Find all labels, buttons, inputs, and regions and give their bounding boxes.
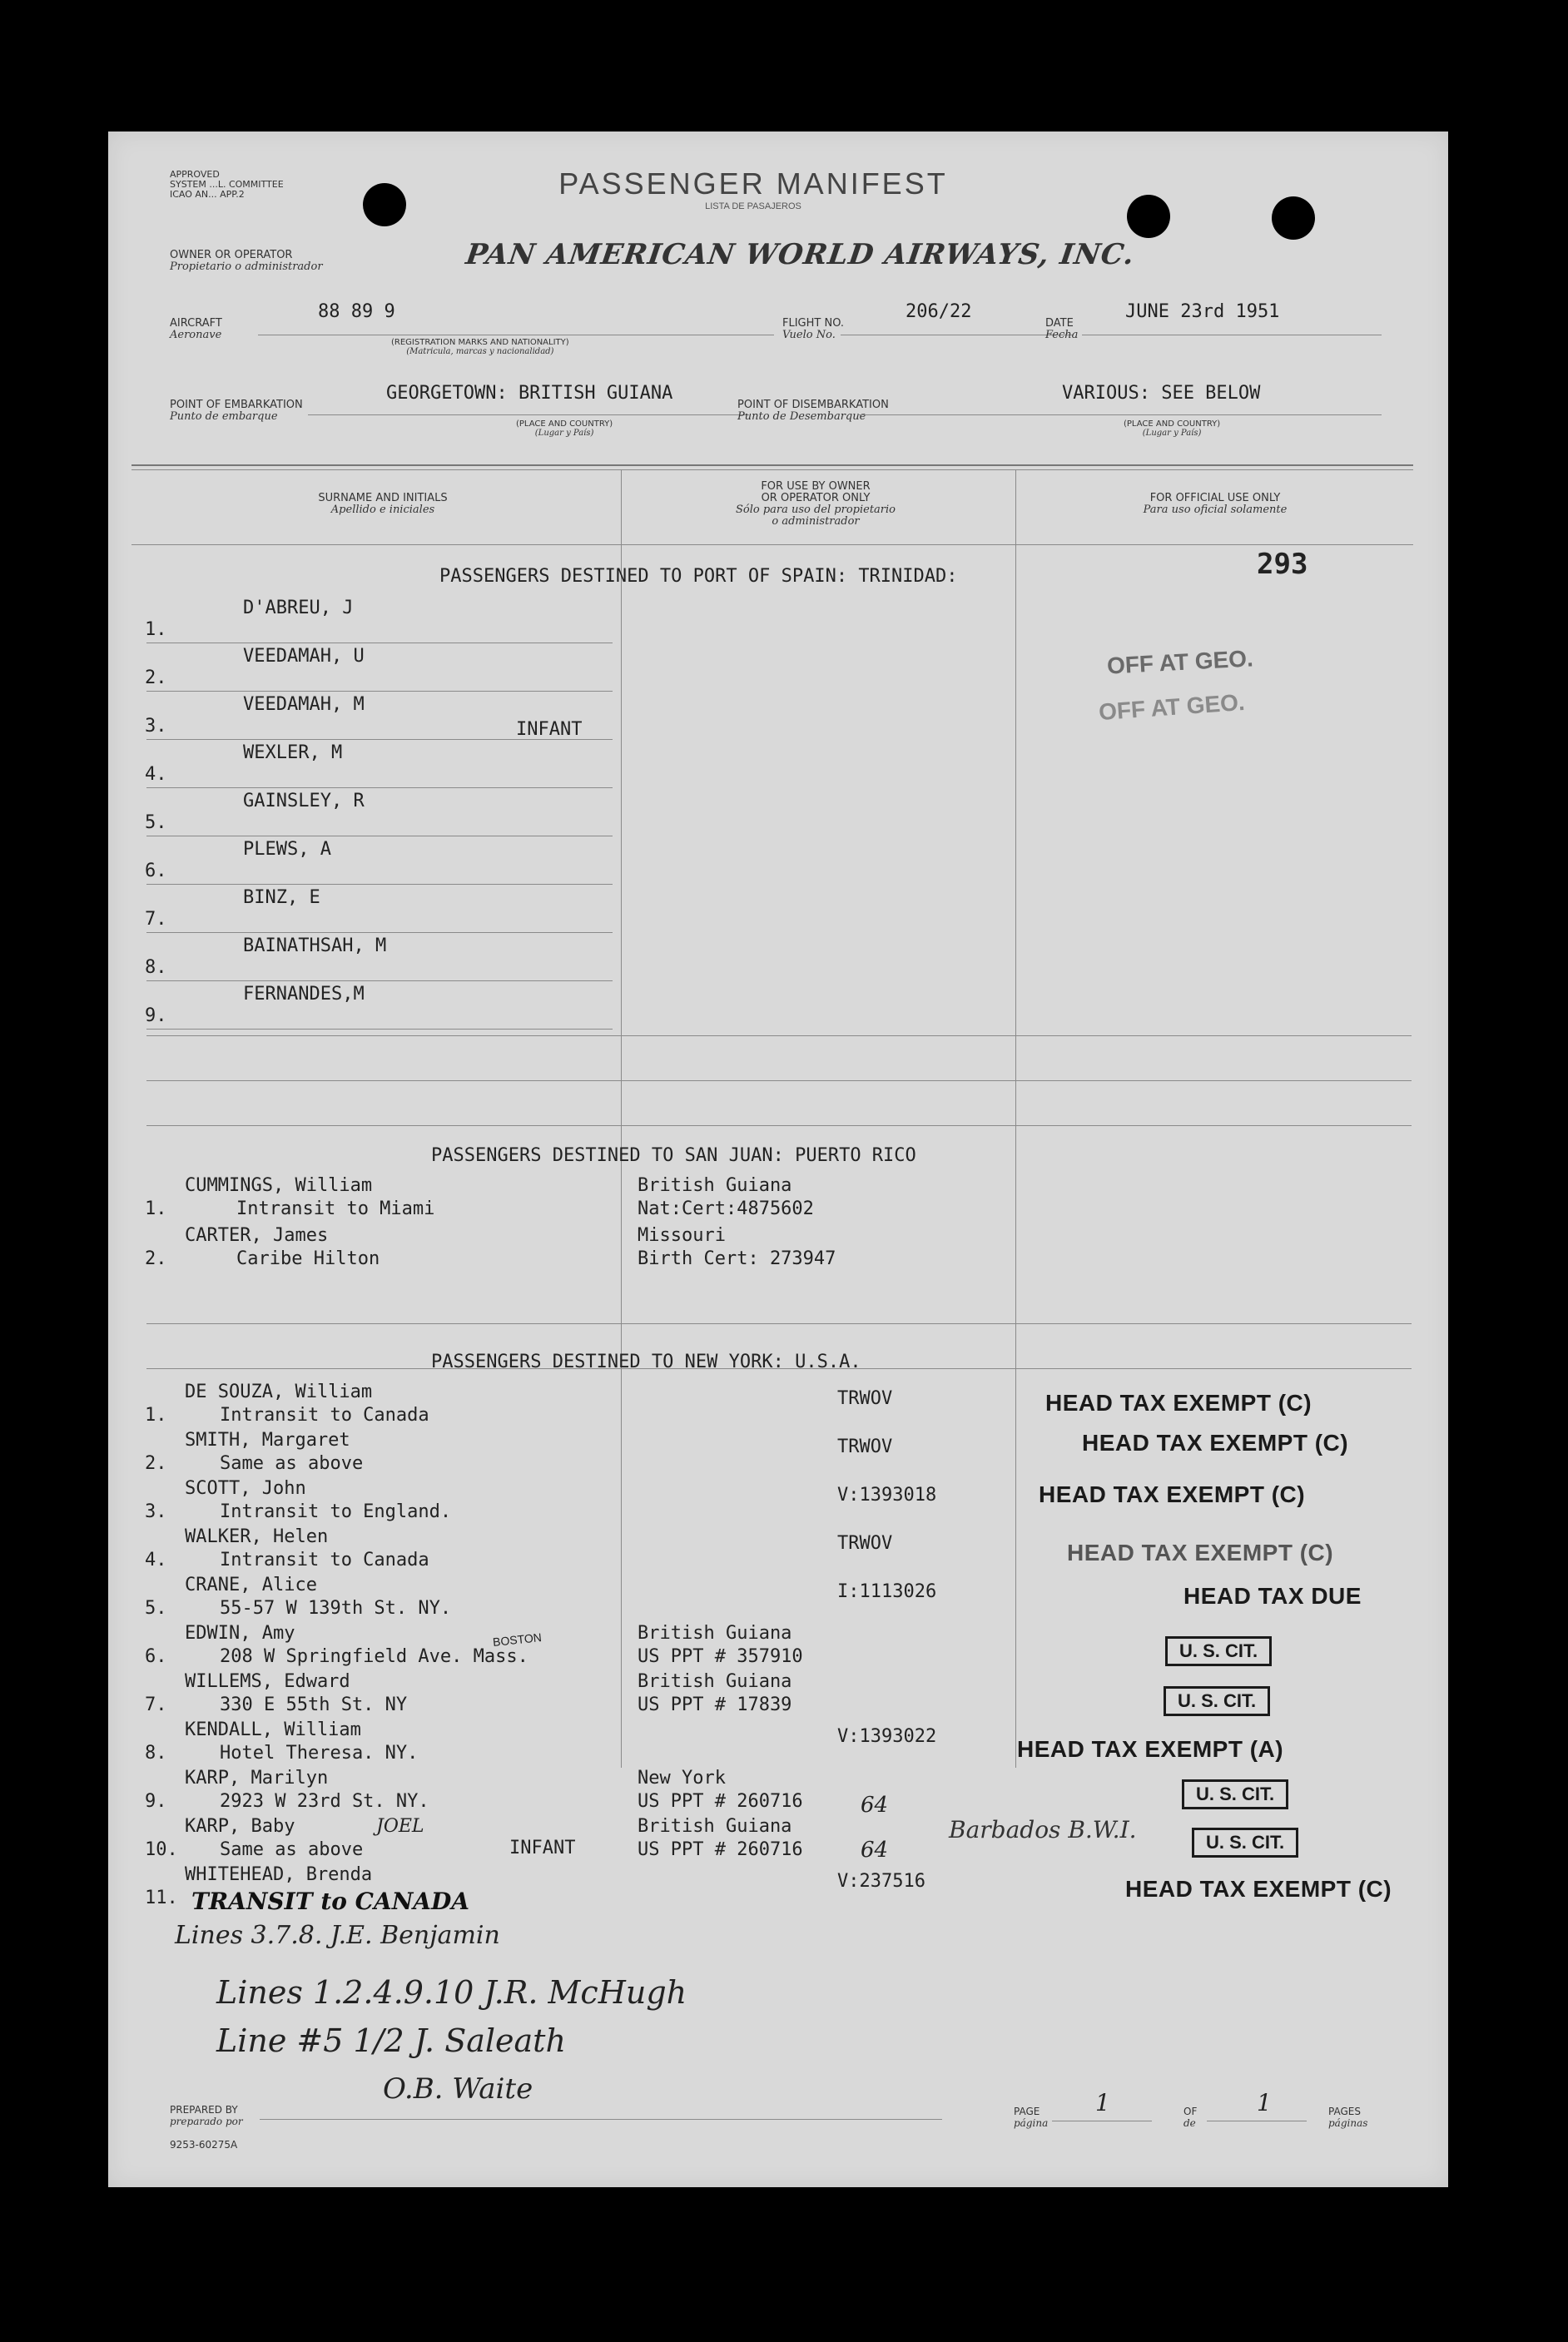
passenger-name: CUMMINGS, William [185, 1175, 373, 1196]
embarkation-label: POINT OF EMBARKATION Punto de embarque [170, 399, 303, 423]
row-number: 6. [145, 1646, 167, 1667]
passenger-name: SCOTT, John [185, 1478, 306, 1499]
owner-info: V:237516 [837, 1871, 925, 1892]
passenger-note: Same as above [220, 1839, 364, 1860]
row-number: 1. [145, 1405, 167, 1426]
registration-sub-label: (REGISTRATION MARKS AND NATIONALITY) (Matricula, marcas y nacionalidad) [391, 338, 569, 356]
transit-note: TRANSIT to CANADA [191, 1888, 470, 1915]
flight-number: 206/22 [906, 301, 972, 322]
prepared-by-label: PREPARED BY preparado por [170, 2104, 243, 2127]
passenger-note: Intransit to Canada [220, 1550, 429, 1570]
owner-info: I:1113026 [837, 1581, 937, 1602]
head-tax-stamp: HEAD TAX EXEMPT (A) [1017, 1736, 1284, 1762]
owner-info: V:1393022 [837, 1726, 937, 1747]
us-citizen-stamp: U. S. CIT. [1164, 1686, 1270, 1716]
passenger-name: EDWIN, Amy [185, 1623, 295, 1644]
row-number: 7. [145, 1694, 167, 1715]
ppt-suffix: 64 [861, 1793, 889, 1818]
infant-note: INFANT [516, 719, 583, 740]
head-tax-stamp: HEAD TAX EXEMPT (C) [1067, 1540, 1334, 1565]
passenger-name: WEXLER, M [243, 742, 343, 763]
row-number: 8. [145, 957, 167, 978]
flight-label: FLIGHT NO. Vuelo No. [782, 317, 845, 341]
passenger-note: Intransit to England. [220, 1501, 452, 1522]
passenger-note: Intransit to Miami [236, 1198, 435, 1219]
form-title: PASSENGER MANIFEST LISTA DE PASAJEROS [558, 166, 948, 211]
row-number: 7. [145, 909, 167, 930]
form-number: 9253-60275A [170, 2139, 238, 2151]
head-tax-stamp: HEAD TAX EXEMPT (C) [1082, 1430, 1349, 1456]
row-number: 1. [145, 619, 167, 640]
owner-info: US PPT # 357910 [638, 1646, 803, 1667]
section-heading-new-york: PASSENGERS DESTINED TO NEW YORK: U.S.A. [431, 1352, 861, 1372]
aircraft-label: AIRCRAFT Aeronave [170, 317, 222, 341]
flight-date: JUNE 23rd 1951 [1125, 301, 1280, 322]
passenger-note: Caribe Hilton [236, 1248, 380, 1269]
passenger-name: KARP, Baby [185, 1816, 295, 1837]
row-number: 2. [145, 1248, 167, 1269]
column-header-owner: FOR USE BY OWNER OR OPERATOR ONLY Sólo para uso del propietario o administrador [735, 480, 896, 528]
row-number: 11. [145, 1888, 178, 1908]
row-number: 3. [145, 716, 167, 737]
owner-info: British Guiana [638, 1816, 792, 1837]
page-number: 1 [1095, 2089, 1110, 2116]
passenger-name: WHITEHEAD, Brenda [185, 1864, 373, 1885]
row-number: 5. [145, 1598, 167, 1619]
page-total: 1 [1257, 2089, 1272, 2116]
row-number: 4. [145, 764, 167, 785]
passenger-note: 55-57 W 139th St. NY. [220, 1598, 452, 1619]
head-tax-stamp: HEAD TAX EXEMPT (C) [1039, 1481, 1306, 1507]
signature-line: Lines 1.2.4.9.10 J.R. McHugh [216, 1974, 687, 2011]
passenger-note: Intransit to Canada [220, 1405, 429, 1426]
owner-info: US PPT # 260716 [638, 1791, 803, 1812]
row-number: 9. [145, 1791, 167, 1812]
us-citizen-stamp: U. S. CIT. [1165, 1636, 1272, 1666]
off-at-geo-stamp: OFF AT GEO. [1106, 645, 1254, 679]
punch-hole [1272, 196, 1315, 240]
us-citizen-stamp: U. S. CIT. [1182, 1779, 1288, 1809]
manifest-sheet [108, 131, 1448, 2187]
passenger-name: BINZ, E [243, 887, 320, 908]
passenger-name: VEEDAMAH, M [243, 694, 365, 715]
passenger-note: 208 W Springfield Ave. Mass. [220, 1646, 528, 1667]
passenger-note: Hotel Theresa. NY. [220, 1743, 419, 1764]
ppt-suffix: 64 [861, 1838, 889, 1863]
owner-info: US PPT # 17839 [638, 1694, 792, 1715]
passenger-note: 2923 W 23rd St. NY. [220, 1791, 429, 1812]
owner-info: V:1393018 [837, 1485, 937, 1506]
row-number: 4. [145, 1550, 167, 1570]
passenger-name: KARP, Marilyn [185, 1768, 329, 1789]
page-label: PAGE página [1014, 2106, 1049, 2129]
infant-note: INFANT [509, 1838, 576, 1858]
section-heading-trinidad: PASSENGERS DESTINED TO PORT OF SPAIN: TRINIDAD: [439, 566, 958, 587]
signature-line: Lines 3.7.8. J.E. Benjamin [175, 1921, 500, 1950]
passenger-name: D'ABREU, J [243, 598, 354, 618]
row-number: 9. [145, 1005, 167, 1026]
column-header-official: FOR OFFICIAL USE ONLY Para uso oficial solamente [1143, 492, 1288, 516]
row-number: 2. [145, 1453, 167, 1474]
date-label: DATE Fecha [1045, 317, 1079, 341]
owner-info: TRWOV [837, 1533, 893, 1554]
passenger-note: 330 E 55th St. NY [220, 1694, 408, 1715]
punch-hole [1127, 195, 1170, 238]
row-number: 8. [145, 1743, 167, 1764]
off-at-geo-stamp: OFF AT GEO. [1098, 688, 1246, 726]
passenger-note: Same as above [220, 1453, 364, 1474]
passenger-name: SMITH, Margaret [185, 1430, 350, 1451]
passenger-name: WILLEMS, Edward [185, 1671, 350, 1692]
column-header-surname: SURNAME AND INITIALS Apellido e iniciales [318, 492, 448, 516]
row-number: 6. [145, 861, 167, 881]
boston-note: BOSTON [492, 1630, 543, 1650]
signature-line: Line #5 1/2 J. Saleath [216, 2022, 566, 2059]
passenger-name: BAINATHSAH, M [243, 935, 387, 956]
owner-info: Missouri [638, 1225, 726, 1246]
row-number: 2. [145, 667, 167, 688]
owner-info: Nat:Cert:4875602 [638, 1198, 814, 1219]
row-number: 10. [145, 1839, 178, 1860]
head-tax-stamp: HEAD TAX EXEMPT (C) [1045, 1390, 1312, 1416]
barbados-note: Barbados B.W.I. [949, 1816, 1137, 1843]
signature-line: O.B. Waite [383, 2072, 533, 2106]
disembarkation-label: POINT OF DISEMBARKATION Punto de Desembarque [737, 399, 889, 423]
disembarkation-place-label: (PLACE AND COUNTRY) (Lugar y País) [1124, 419, 1221, 438]
us-citizen-stamp: U. S. CIT. [1192, 1828, 1298, 1858]
approval-block: APPROVED SYSTEM ...L. COMMITTEE ICAO AN... APP.2 [170, 169, 284, 200]
owner-info: Birth Cert: 273947 [638, 1248, 836, 1269]
passenger-name: DE SOUZA, William [185, 1382, 373, 1402]
pages-label: PAGES páginas [1328, 2106, 1368, 2129]
joel-note: JOEL [376, 1816, 424, 1837]
airline-name: PAN AMERICAN WORLD AIRWAYS, INC. [464, 238, 1137, 271]
passenger-name: VEEDAMAH, U [243, 646, 365, 667]
owner-info: New York [638, 1768, 726, 1789]
passenger-name: WALKER, Helen [185, 1526, 329, 1547]
disembarkation-point: VARIOUS: SEE BELOW [1062, 383, 1261, 404]
owner-info: British Guiana [638, 1175, 792, 1196]
owner-info: US PPT # 260716 [638, 1839, 803, 1860]
aircraft-registration: 88 89 9 [318, 301, 395, 322]
owner-info: TRWOV [837, 1388, 893, 1409]
embarkation-place-label: (PLACE AND COUNTRY) (Lugar y País) [516, 419, 613, 438]
section-heading-puerto-rico: PASSENGERS DESTINED TO SAN JUAN: PUERTO RICO [431, 1145, 916, 1166]
owner-info: TRWOV [837, 1436, 893, 1457]
passenger-name: KENDALL, William [185, 1719, 361, 1740]
embarkation-point: GEORGETOWN: BRITISH GUIANA [386, 383, 673, 404]
row-number: 5. [145, 812, 167, 833]
passenger-name: CRANE, Alice [185, 1575, 317, 1595]
row-number: 3. [145, 1501, 167, 1522]
head-tax-stamp: HEAD TAX EXEMPT (C) [1125, 1876, 1392, 1902]
passenger-name: GAINSLEY, R [243, 791, 365, 811]
owner-label: OWNER OR OPERATOR Propietario o administrador [170, 249, 323, 273]
passenger-name: PLEWS, A [243, 839, 331, 860]
owner-info: British Guiana [638, 1671, 792, 1692]
owner-info: British Guiana [638, 1623, 792, 1644]
passenger-name: CARTER, James [185, 1225, 329, 1246]
row-number: 1. [145, 1198, 167, 1219]
passenger-name: FERNANDES,M [243, 984, 365, 1005]
head-tax-due-stamp: HEAD TAX DUE [1183, 1583, 1362, 1609]
punch-hole [363, 183, 406, 226]
official-page-number: 293 [1257, 548, 1308, 581]
of-label: OF de [1183, 2106, 1198, 2129]
